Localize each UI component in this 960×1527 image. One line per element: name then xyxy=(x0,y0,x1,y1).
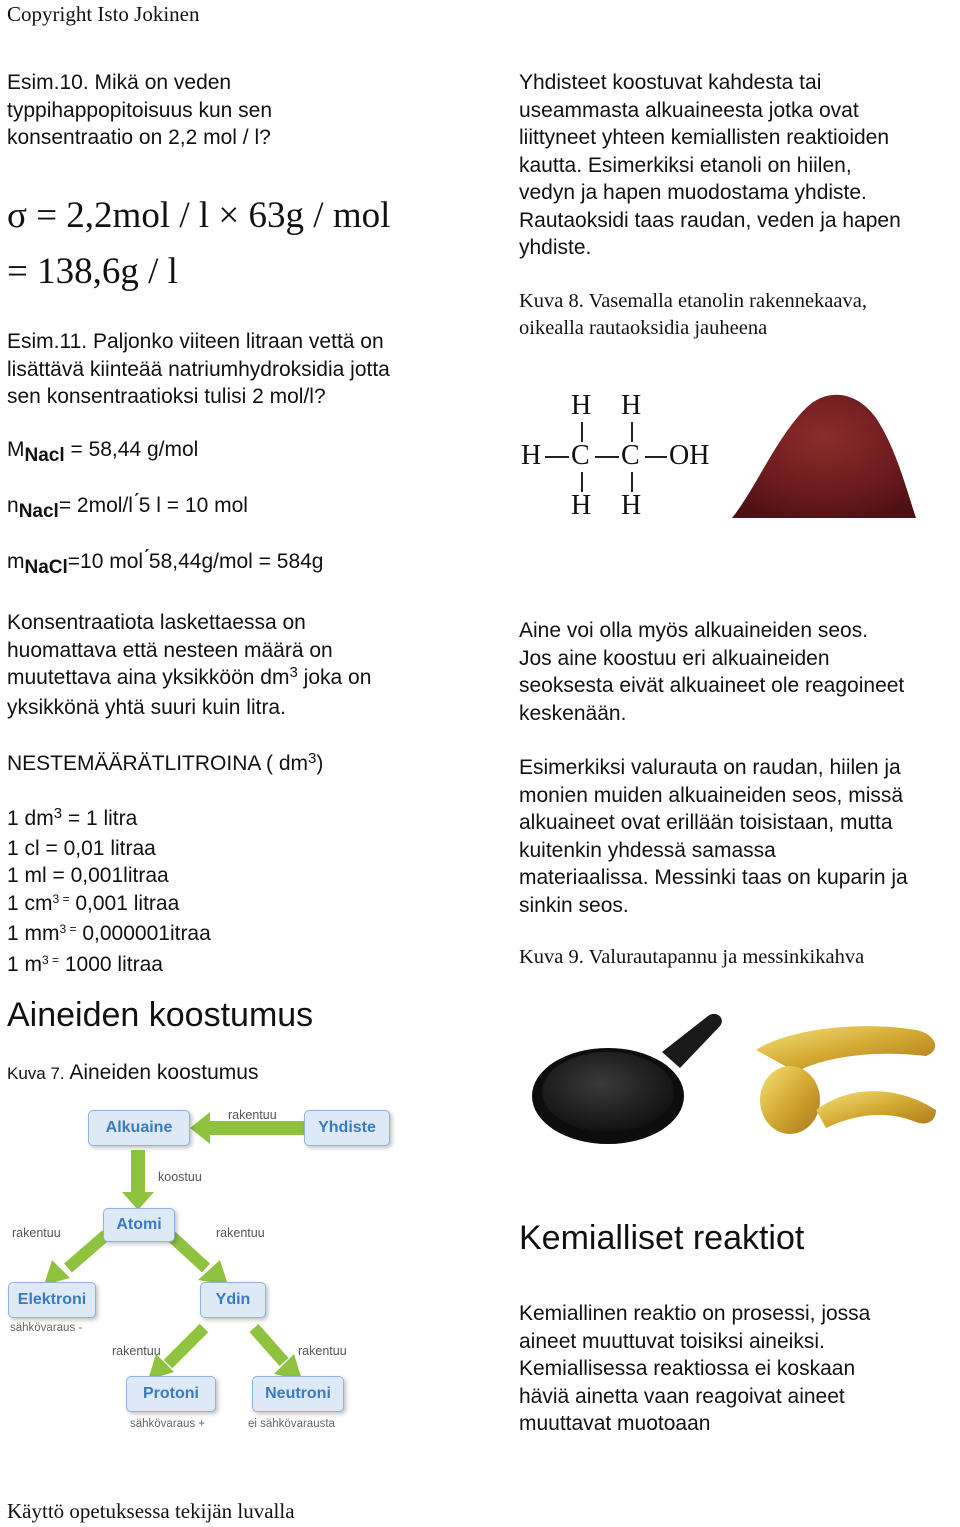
label-rakentuu-right: rakentuu xyxy=(216,1226,265,1240)
example-11: Esim.11. Paljonko viiteen litraan vettä on lisättävä kiinteää natriumhydroksidia jotta sen konsentraatioksi tulisi 2 mol/l? xyxy=(7,330,390,408)
label-neutroni-charge: ei sähkövarausta xyxy=(248,1418,335,1430)
box-elektroni: Elektroni xyxy=(8,1282,96,1318)
concentration-note: Konsentraatiota laskettaessa on huomattava että nesteen määrä on muutettava aina yksikköön $dm^3$ joka on yksikkönä yhtä suuri kuin litra. xyxy=(7,611,372,719)
unit-item: 1 $mm^{3 =}$ 0,000001itraa xyxy=(7,922,211,945)
section-title-reactions: Kemialliset reaktiot xyxy=(519,1219,805,1257)
box-atomi: Atomi xyxy=(103,1208,175,1242)
atom-h: H xyxy=(571,490,592,521)
label-rakentuu-r2: rakentuu xyxy=(298,1344,347,1358)
atom-h: H xyxy=(621,390,642,421)
section-title-composition: Aineiden koostumus xyxy=(7,996,314,1034)
group-oh: OH xyxy=(669,440,710,471)
molar-mass-line: MNacl = 58,44 g/mol xyxy=(7,438,199,466)
unit-item: 1 $m^{3 =}$ 1000 litraa xyxy=(7,952,163,976)
atom-c: C xyxy=(621,440,640,471)
copyright: Copyright Isto Jokinen xyxy=(7,2,200,26)
mass-line: mNaCl=10 mol ́58,44g/mol = 584g xyxy=(7,550,324,578)
atom-h: H xyxy=(571,390,592,421)
atom-h: H xyxy=(521,440,542,471)
mixture-paragraph: Aine voi olla myös alkuaineiden seos. Jos aine koostuu eri alkuaineiden seoksesta eivät alkuaineet ole reagoineet keskenään. xyxy=(519,619,905,725)
unit-item: 1 $cm^{3 =}$ 0,001 litraa xyxy=(7,891,180,915)
label-elektroni-charge: sähkövaraus - xyxy=(10,1322,83,1334)
label-koostuu: koostuu xyxy=(158,1170,202,1184)
iron-oxide-powder-image xyxy=(726,378,920,530)
unit-item: 1 ml = 0,001litraa xyxy=(7,864,169,887)
footer-note: Käyttö opetuksessa tekijän luvalla xyxy=(7,1499,295,1523)
formula-line-2: = 138,6g / l xyxy=(7,251,178,292)
atom-h: H xyxy=(621,490,642,521)
unit-item: 1 $dm^3 = 1$ litra xyxy=(7,805,138,830)
compounds-paragraph: Yhdisteet koostuvat kahdesta tai useammasta alkuaineesta jotka ovat liittyneet yhteen kemiallisten reaktioiden kautta. Esimerkiksi etanoli on hiilen, vedyn ja hapen muodostama yhdiste. Rautaoksidi taas raudan, veden ja hapen yhdiste. xyxy=(519,71,901,259)
ethanol-structure xyxy=(519,388,719,523)
box-alkuaine: Alkuaine xyxy=(88,1110,190,1146)
label-rakentuu-l2: rakentuu xyxy=(112,1344,161,1358)
box-ydin: Ydin xyxy=(200,1282,266,1318)
label-protoni-charge: sähkövaraus + xyxy=(130,1418,206,1430)
figure-9-caption: Kuva 9. Valurautapannu ja messinkikahva xyxy=(519,946,865,968)
label-rakentuu-top: rakentuu xyxy=(228,1108,277,1122)
figure-8-caption: Kuva 8. Vasemalla etanolin rakennekaava, oikealla rautaoksidia jauheena xyxy=(519,290,867,339)
liquid-units-title: NESTEMÄÄRÄTLITROINA ( $dm^3$) xyxy=(7,750,324,775)
box-protoni: Protoni xyxy=(126,1376,216,1412)
box-yhdiste: Yhdiste xyxy=(304,1110,390,1146)
unit-list xyxy=(7,805,211,981)
cast-iron-pan-image xyxy=(530,1008,730,1148)
composition-diagram xyxy=(8,1100,398,1445)
mixture-example-paragraph: Esimerkiksi valurauta on raudan, hiilen ja monien muiden alkuaineiden seos, missä alkuaineet ovat erillään toisistaan, mutta kuitenkin yhdessä samassa materiaalissa. Messinki taas on kuparin ja sinkin seos. xyxy=(519,756,908,917)
formula-line-1: σ = 2,2mol / l × 63g / mol xyxy=(7,195,391,236)
example-10: Esim.10. Mikä on veden typpihappopitoisuus kun sen konsentraatio on 2,2 mol / l? xyxy=(7,71,273,149)
atom-c: C xyxy=(571,440,590,471)
moles-line: nNacl= 2mol/l ́5 l = 10 mol xyxy=(7,494,248,522)
figure-7-caption: Kuva 7. Aineiden koostumus xyxy=(7,1061,259,1084)
label-rakentuu-left: rakentuu xyxy=(12,1226,61,1240)
brass-handle-image xyxy=(746,1010,946,1160)
reactions-paragraph: Kemiallinen reaktio on prosessi, jossa aineet muuttuvat toisiksi aineiksi. Kemiallisessa reaktiossa ei koskaan häviä ainetta vaan reagoivat aineet muuttavat muotoaan xyxy=(519,1302,871,1435)
unit-item: 1 cl = 0,01 litraa xyxy=(7,836,156,860)
box-neutroni: Neutroni xyxy=(252,1376,344,1412)
